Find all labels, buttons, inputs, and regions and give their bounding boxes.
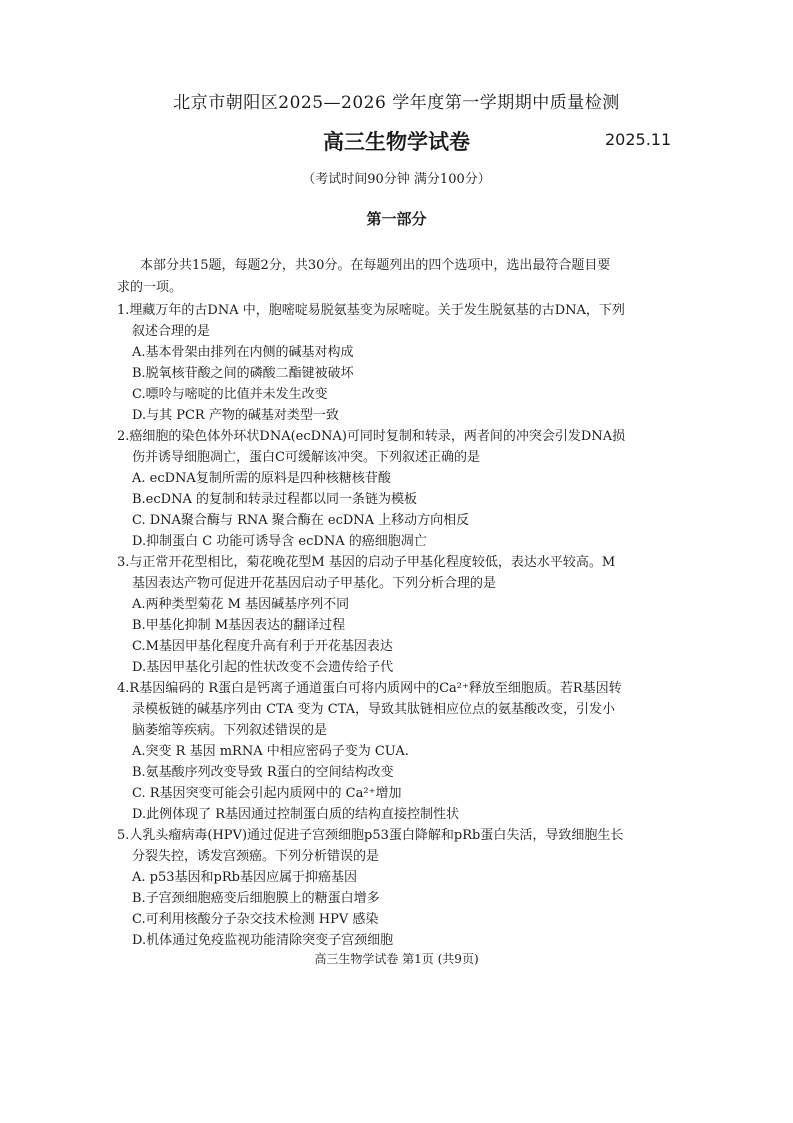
- question-4-option-a: A.突变 R 基因 mRNA 中相应密码子变为 CUA.: [132, 744, 409, 759]
- question-3-option-c: C.M基因甲基化程度升高有利于开花基因表达: [132, 639, 393, 654]
- question-3-option-b: B.甲基化抑制 M基因表达的翻译过程: [132, 618, 346, 633]
- question-1-option-a: A.基本骨架由排列在内侧的碱基对构成: [132, 345, 354, 360]
- part-intro-line-2: 求的一项。: [117, 280, 183, 295]
- question-2-option-a: A. ecDNA复制所需的原料是四种核糖核苷酸: [132, 471, 391, 486]
- question-1-option-b: B.脱氧核苷酸之间的磷酸二酯键被破坏: [132, 366, 354, 381]
- question-5-option-b: B.子宫颈细胞癌变后细胞膜上的糖蛋白增多: [132, 891, 380, 906]
- question-4-stem-line-3: 脑萎缩等疾病。下列叙述错误的是: [132, 723, 328, 738]
- exam-info: （考试时间90分钟 满分100分）: [302, 172, 491, 187]
- question-1-stem-line-1: 1.埋藏万年的古DNA 中，胞嘧啶易脱氨基变为尿嘧啶。关于发生脱氨基的古DNA，下列: [117, 303, 625, 318]
- question-2-option-c: C. DNA聚合酶与 RNA 聚合酶在 ecDNA 上移动方向相反: [132, 513, 470, 528]
- question-5-option-c: C.可利用核酸分子杂交技术检测 HPV 感染: [132, 912, 379, 927]
- question-3-option-d: D.基因甲基化引起的性状改变不会遗传给子代: [132, 660, 394, 675]
- question-5-stem-line-1: 5.人乳头瘤病毒(HPV)通过促进子宫颈细胞p53蛋白降解和pRb蛋白失活，导致细胞生长: [117, 828, 624, 843]
- question-4-stem-line-1: 4.R基因编码的 R蛋白是钙离子通道蛋白可将内质网中的Ca²⁺释放至细胞质。若R基因转: [117, 681, 622, 696]
- question-3-stem-line-1: 3.与正常开花型相比，菊花晚花型M 基因的启动子甲基化程度较低，表达水平较高。M: [117, 555, 616, 570]
- part-title: 第一部分: [366, 210, 427, 228]
- question-4-stem-line-2: 录模板链的碱基序列由 CTA 变为 CTA，导致其肽链相应位点的氨基酸改变，引发小: [132, 702, 615, 717]
- subject-title: 高三生物学试卷: [323, 129, 470, 154]
- exam-date: 2025.11: [605, 130, 672, 149]
- question-1-option-d: D.与其 PCR 产物的碱基对类型一致: [132, 408, 339, 423]
- question-2-stem-line-1: 2.癌细胞的染色体外环状DNA(ecDNA)可同时复制和转录，两者间的冲突会引发DNA损: [117, 429, 626, 444]
- question-2-option-b: B.ecDNA 的复制和转录过程都以同一条链为模板: [132, 492, 417, 507]
- question-3-stem-line-2: 基因表达产物可促进开花基因启动子甲基化。下列分析合理的是: [132, 576, 497, 591]
- question-5-option-a: A. p53基因和pRb基因应属于抑癌基因: [132, 870, 357, 885]
- question-5-stem-line-2: 分裂失控，诱发宫颈癌。下列分析错误的是: [132, 849, 380, 864]
- part-intro-line-1: 本部分共15题，每题2分，共30分。在每题列出的四个选项中，选出最符合题目要: [140, 258, 611, 273]
- question-1-option-c: C.嘌呤与嘧啶的比值并未发生改变: [132, 387, 328, 402]
- question-2-option-d: D.抑制蛋白 C 功能可诱导含 ecDNA 的癌细胞凋亡: [132, 534, 427, 549]
- question-4-option-c: C. R基因突变可能会引起内质网中的 Ca²⁺增加: [132, 786, 402, 801]
- question-5-option-d: D.机体通过免疫监视功能清除突变子宫颈细胞: [132, 933, 394, 948]
- exam-title: 北京市朝阳区2025—2026 学年度第一学期期中质量检测: [173, 93, 620, 113]
- question-2-stem-line-2: 伤并诱导细胞凋亡，蛋白C可缓解该冲突。下列叙述正确的是: [132, 450, 480, 465]
- question-4-option-d: D.此例体现了 R基因通过控制蛋白质的结构直接控制性状: [132, 807, 460, 822]
- question-1-stem-line-2: 叙述合理的是: [132, 324, 211, 339]
- question-4-option-b: B.氨基酸序列改变导致 R蛋白的空间结构改变: [132, 765, 394, 780]
- page-footer: 高三生物学试卷 第1页 (共9页): [314, 952, 479, 966]
- question-3-option-a: A.两种类型菊花 M 基因碱基序列不同: [132, 597, 350, 612]
